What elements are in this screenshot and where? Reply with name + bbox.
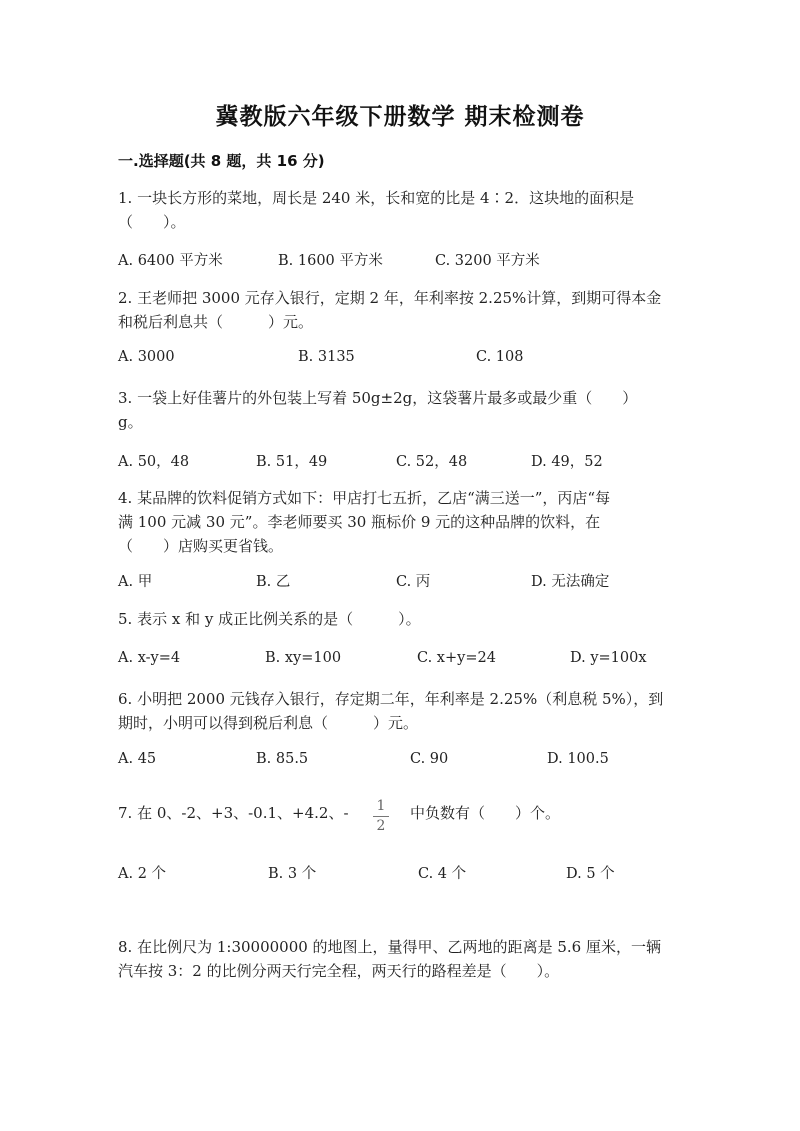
question-3-line-2: g。	[118, 413, 143, 431]
fraction-numerator: 1	[376, 798, 386, 814]
question-1-line-2: （ ）。	[118, 213, 186, 231]
question-1	[118, 186, 688, 234]
question-4	[118, 486, 688, 558]
section-heading: 一.选择题(共 8 题，共 16 分)	[118, 152, 325, 170]
question-3-option-c[interactable]: C. 52，48	[396, 454, 468, 470]
question-5-line-1: 5. 表示 x 和 y 成正比例关系的是（ ）。	[118, 610, 421, 628]
question-5	[118, 607, 688, 631]
question-4-line-2: 满 100 元减 30 元”。李老师要买 30 瓶标价 9 元的这种品牌的饮料，在	[118, 513, 601, 531]
question-6-option-c[interactable]: C. 90	[410, 751, 449, 767]
question-4-option-a[interactable]: A. 甲	[118, 574, 153, 590]
question-5-option-c[interactable]: C. x+y=24	[417, 650, 496, 666]
question-6	[118, 687, 688, 735]
question-7-option-c[interactable]: C. 4 个	[418, 866, 467, 882]
question-2-option-b[interactable]: B. 3135	[298, 349, 355, 365]
fraction-denominator: 2	[376, 818, 386, 834]
question-3-line-1: 3. 一袋上好佳薯片的外包装上写着 50g±2g，这袋薯片最多或最少重（ ）	[118, 389, 638, 407]
question-2-option-c[interactable]: C. 108	[476, 349, 524, 365]
question-2-line-1: 2. 王老师把 3000 元存入银行，定期 2 年，年利率按 2.25%计算，到期可得本金	[118, 289, 662, 307]
question-6-line-2: 期时，小明可以得到税后利息（ ）元。	[118, 714, 419, 732]
question-3-option-a[interactable]: A. 50，48	[118, 454, 190, 470]
question-7-option-b[interactable]: B. 3 个	[268, 866, 317, 882]
question-5-option-a[interactable]: A. x-y=4	[118, 650, 181, 666]
question-6-option-a[interactable]: A. 45	[118, 751, 157, 767]
question-2-option-a[interactable]: A. 3000	[118, 349, 175, 365]
question-7-fraction	[372, 798, 390, 835]
question-1-line-1: 1. 一块长方形的菜地，周长是 240 米，长和宽的比是 4∶2．这块地的面积是	[118, 189, 635, 207]
question-7-stem: 7. 在 0、-2、+3、-0.1、+4.2、-	[118, 804, 349, 822]
question-5-option-b[interactable]: B. xy=100	[265, 650, 342, 666]
question-1-option-b[interactable]: B. 1600 平方米	[278, 253, 383, 269]
question-6-option-d[interactable]: D. 100.5	[547, 751, 609, 767]
question-8-line-1: 8. 在比例尺为 1:30000000 的地图上，量得甲、乙两地的距离是 5.6 厘米，一辆	[118, 938, 661, 956]
question-4-line-3: （ ）店购买更省钱。	[118, 537, 284, 555]
question-5-option-d[interactable]: D. y=100x	[570, 650, 647, 666]
question-7-option-d[interactable]: D. 5 个	[566, 866, 615, 882]
question-1-option-a[interactable]: A. 6400 平方米	[118, 253, 223, 269]
question-8-line-2: 汽车按 3：2 的比例分两天行完全程，两天行的路程差是（ ）。	[118, 962, 560, 980]
fraction-bar	[373, 816, 389, 817]
question-6-option-b[interactable]: B. 85.5	[256, 751, 309, 767]
question-7-stem-end: 中负数有（ ）个。	[410, 804, 561, 822]
question-4-option-b[interactable]: B. 乙	[256, 574, 291, 590]
question-2-line-2: 和税后利息共（ ）元。	[118, 313, 314, 331]
question-3-option-b[interactable]: B. 51，49	[256, 454, 328, 470]
page-title: 冀教版六年级下册数学 期末检测卷	[215, 104, 585, 130]
question-8	[118, 935, 688, 983]
question-3	[118, 386, 688, 434]
question-6-line-1: 6. 小明把 2000 元钱存入银行，存定期二年，年利率是 2.25%（利息税 5%），到	[118, 690, 664, 708]
question-4-option-d[interactable]: D. 无法确定	[531, 574, 610, 590]
question-3-option-d[interactable]: D. 49，52	[531, 454, 603, 470]
question-1-option-c[interactable]: C. 3200 平方米	[435, 253, 540, 269]
question-7-option-a[interactable]: A. 2 个	[118, 866, 167, 882]
question-4-option-c[interactable]: C. 丙	[396, 574, 431, 590]
question-2	[118, 286, 688, 334]
question-4-line-1: 4. 某品牌的饮料促销方式如下：甲店打七五折，乙店“满三送一”，丙店“每	[118, 489, 611, 507]
